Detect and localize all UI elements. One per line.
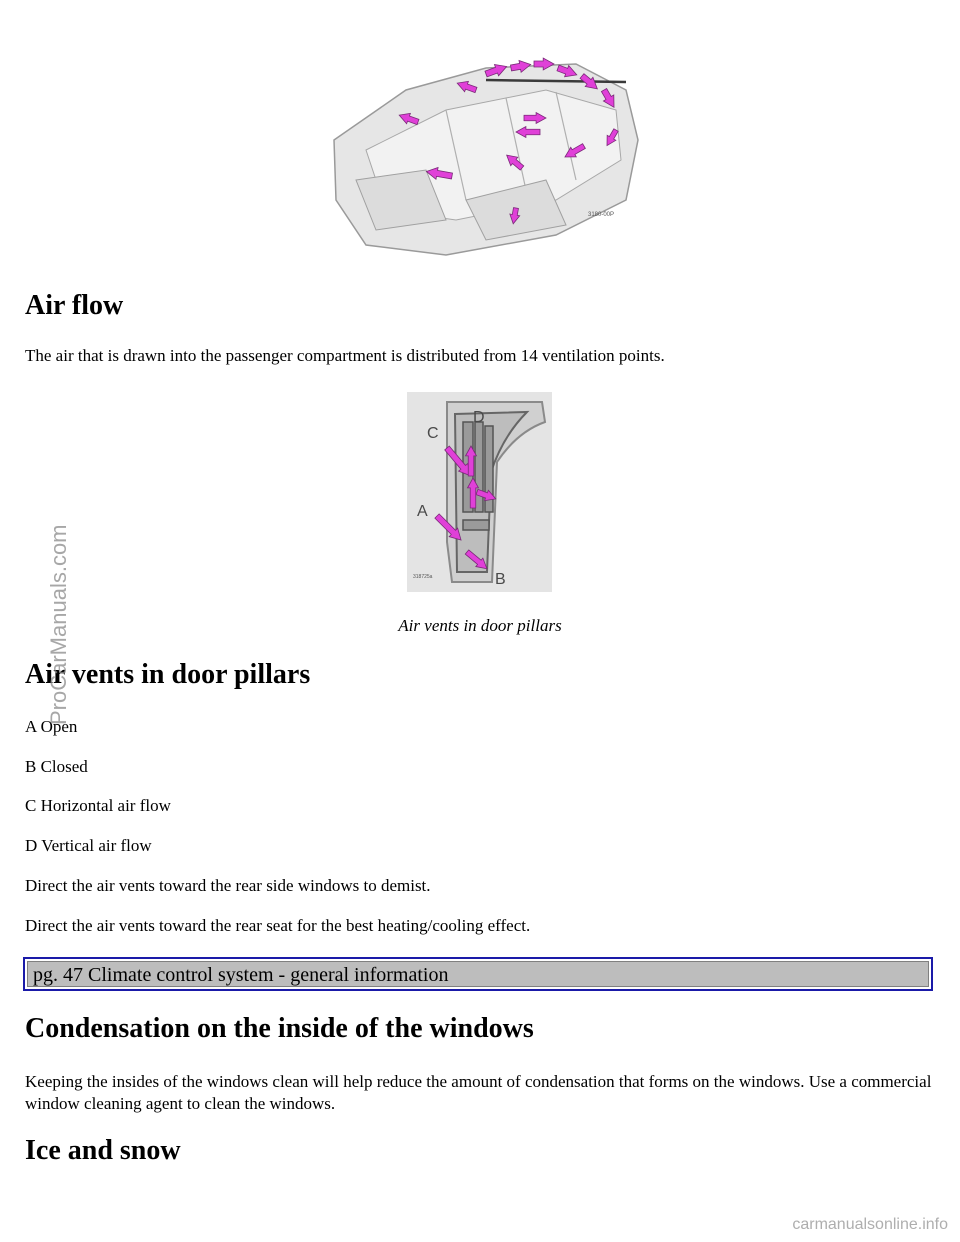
list-item: D Vertical air flow (25, 836, 152, 855)
air-flow-text: The air that is drawn into the passenger compartment is distributed from 14 ventilation points. (25, 346, 665, 365)
door-pillar-vent-illustration (407, 392, 552, 592)
list-item: B Closed (25, 757, 88, 776)
side-watermark (0, 515, 71, 725)
section-header-bar (23, 957, 933, 991)
vent-label-d: D (473, 409, 485, 426)
air-flow-heading: Air flow (25, 290, 124, 321)
section-header-text: pg. 47 Climate control system - general information (27, 961, 929, 987)
list-item: C Horizontal air flow (25, 796, 171, 815)
air-flow-illustration (326, 50, 644, 258)
condensation-text: Keeping the insides of the windows clean will help reduce the amount of condensation that forms on the windows. Use a commercial window cleaning agent to clean the windows. (25, 1072, 932, 1113)
vent-heading: Air vents in door pillars (25, 659, 311, 690)
figure-caption: Air vents in door pillars (398, 616, 562, 635)
vent-label-b: B (495, 571, 506, 588)
side-watermark-text: ProCarManuals.com (46, 524, 71, 725)
vent-label-c: C (427, 425, 439, 442)
condensation-heading: Condensation on the inside of the windows (25, 1013, 534, 1044)
car-figure-code: 3180-00P (588, 212, 615, 218)
heating-text: Direct the air vents toward the rear seat for the best heating/cooling effect. (25, 916, 531, 935)
vent-figure-code: 318725a (413, 574, 433, 580)
demist-text: Direct the air vents toward the rear side windows to demist. (25, 876, 431, 895)
vent-label-a: A (417, 503, 428, 520)
ice-snow-heading: Ice and snow (25, 1135, 181, 1166)
footer-watermark: carmanualsonline.info (792, 1216, 948, 1233)
list-item: A Open (25, 717, 78, 736)
